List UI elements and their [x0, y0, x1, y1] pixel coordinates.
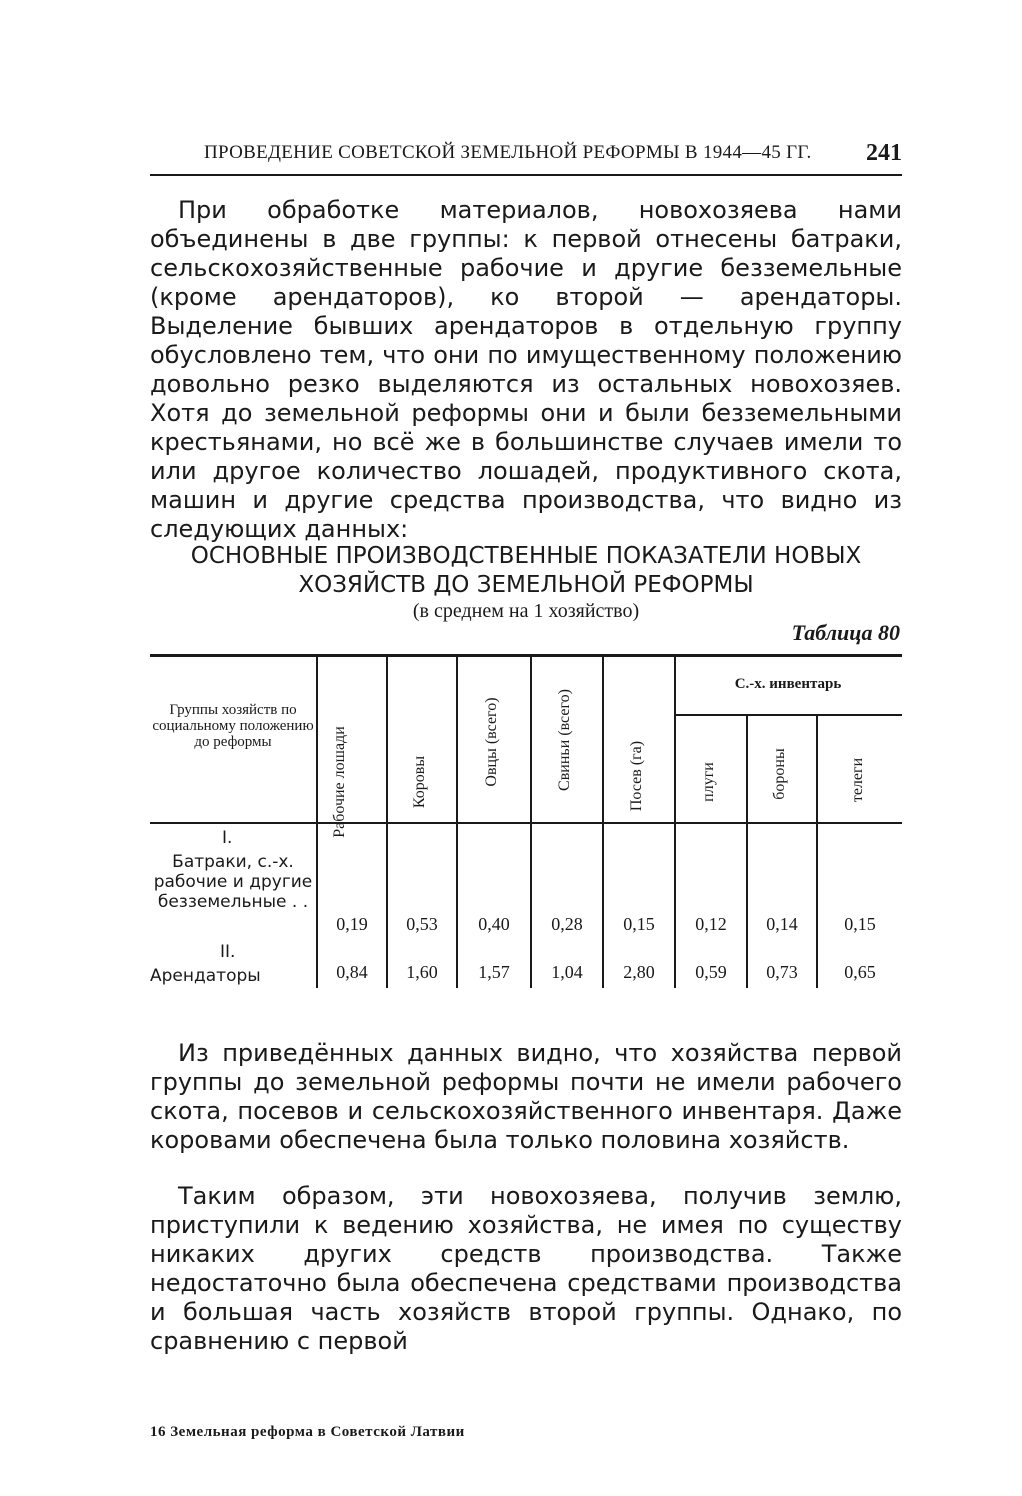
table-subtitle: (в среднем на 1 хозяйство) [412, 600, 640, 622]
paragraph-3: Таким образом, эти новохозяева, получив землю, приступили к ведению хозяйства, не имея по существу никаких других средств производства. Также недостаточно была обеспечена средствами производства и большая часть хозяйств второй группы. Однако, по сравнению с первой [150, 1182, 902, 1355]
table-cell: 0,53 [406, 914, 438, 934]
group-number: II. [220, 942, 236, 962]
running-title: ПРОВЕДЕНИЕ СОВЕТСКОЙ ЗЕМЕЛЬНОЙ РЕФОРМЫ В 1944—45 ГГ. [204, 142, 812, 163]
col-header-pigs: Свиньи (всего) [556, 689, 573, 791]
table-cell: 1,57 [478, 962, 510, 982]
row-header: Группы хозяйств по социальному положению до реформы [152, 702, 314, 750]
page-number: 241 [866, 140, 902, 166]
col-header-sheep: Овцы (всего) [483, 697, 500, 787]
table-cell: 0,65 [844, 962, 876, 982]
col-divider [316, 654, 318, 988]
col-header-ploughs: плуги [700, 762, 717, 802]
intro-paragraph: При обработке материалов, новохозяева нами объединены в две группы: к первой отнесены батраки, сельскохозяйственные рабочие и другие безземельные (кроме арендаторов), ко второй — арендаторы. Выделение бывших арендаторов в отдельную группу обусловлено тем, что они по имущественному положению довольно резко выделяются из остальных новохозяев. Хотя до земельной реформы они и были безземельными крестьянами, но всё же в большинстве случаев имели то или другое количество лошадей, продуктивного скота, машин и другие средства производства, что видно из следующих данных: [150, 196, 902, 543]
table-number: Таблица 80 [791, 620, 900, 645]
paragraph-2: Из приведённых данных видно, что хозяйства первой группы до земельной реформы почти не имели рабочего скота, посевов и сельскохозяйственного инвентаря. Даже коровами обеспечена была только половина хозяйств. [150, 1039, 902, 1154]
table-cell: 1,04 [551, 962, 583, 982]
col-divider [530, 654, 532, 988]
col-header-cows: Коровы [411, 755, 428, 809]
table-cell: 0,59 [695, 962, 727, 982]
table-cell: 0,14 [766, 914, 798, 934]
table-cell: 0,15 [844, 914, 876, 934]
group-number: I. [222, 828, 233, 848]
table-cell: 0,15 [623, 914, 655, 934]
table-cell: 0,28 [551, 914, 583, 934]
table-cell: 0,19 [336, 914, 368, 934]
table-cell: 0,73 [766, 962, 798, 982]
col-divider [602, 654, 604, 988]
table-cell: 0,40 [478, 914, 510, 934]
data-table [150, 654, 902, 994]
col-header-carts: телеги [849, 757, 866, 803]
inventory-header: С.-х. инвентарь [734, 676, 842, 692]
table-cell: 2,80 [623, 962, 655, 982]
col-divider [746, 716, 748, 988]
col-header-sown-area: Посев (га) [628, 740, 645, 812]
table-title-line-1: ОСНОВНЫЕ ПРОИЗВОДСТВЕННЫЕ ПОКАЗАТЕЛИ НОВЫХ [190, 543, 862, 569]
col-header-horses: Рабочие лошади [331, 726, 348, 838]
table-cell: 0,12 [695, 914, 727, 934]
table-cell: 0,84 [336, 962, 368, 982]
group-name: Батраки, с.-х. рабочие и другие безземельные . . [153, 852, 313, 912]
col-divider [816, 716, 818, 988]
table-title-line-2: ХОЗЯЙСТВ ДО ЗЕМЕЛЬНОЙ РЕФОРМЫ [298, 572, 754, 598]
group-name: Арендаторы [150, 966, 261, 986]
running-head [150, 136, 902, 176]
table-cell: 1,60 [406, 962, 438, 982]
footer-signature: 16 Земельная реформа в Советской Латвии [150, 1424, 465, 1440]
col-header-harrows: бороны [771, 748, 788, 800]
col-divider [456, 654, 458, 988]
table-top-rule [150, 654, 902, 657]
col-divider [674, 654, 676, 988]
col-divider [386, 654, 388, 988]
